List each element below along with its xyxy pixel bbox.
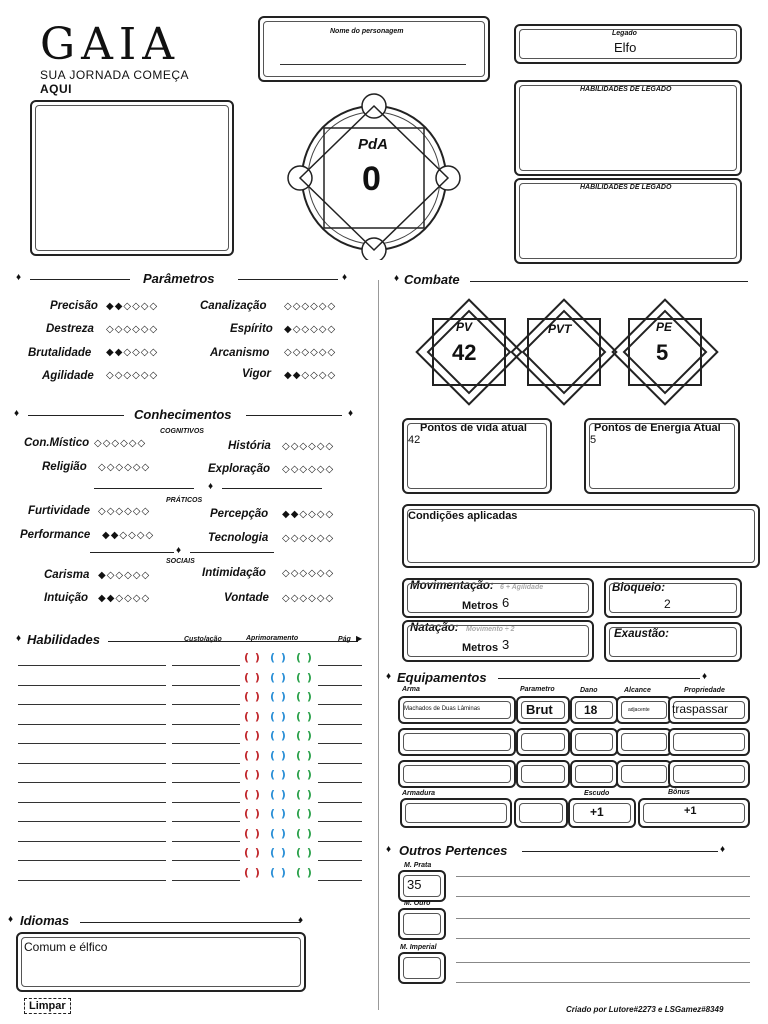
ability-cost-line[interactable]: [172, 841, 240, 842]
param-destreza-dots[interactable]: ◇◇◇◇◇◇: [106, 324, 159, 335]
equip-cell[interactable]: [398, 760, 516, 788]
enhancement-toggle[interactable]: ( ): [270, 748, 287, 762]
pv-atual-field[interactable]: [402, 418, 552, 494]
armadura-header: Armadura: [402, 790, 436, 797]
pv-atual-label: Pontos de vida atual: [420, 422, 527, 434]
pe-atual-field[interactable]: [584, 418, 740, 494]
conhecimentos-title: Conhecimentos: [134, 407, 232, 422]
enhancement-toggle[interactable]: ( ): [244, 690, 261, 703]
pag-label: Pág: [338, 636, 351, 643]
exploracao-dots[interactable]: ◇◇◇◇◇◇: [282, 464, 335, 475]
prata-value: 35: [407, 877, 422, 892]
ability-cost-line[interactable]: [172, 704, 240, 705]
condicoes-label: Condições aplicadas: [408, 510, 518, 522]
pv-atual-value: 42: [408, 434, 421, 446]
movimentacao-label: Movimentação:: [410, 580, 494, 592]
param-brutalidade-dots[interactable]: ◆◆◇◇◇◇: [106, 347, 159, 358]
pertence-line[interactable]: [456, 918, 750, 919]
pertence-line[interactable]: [456, 876, 750, 877]
ability-page-line[interactable]: [318, 821, 362, 822]
enhancement-toggle[interactable]: ( ): [270, 690, 287, 703]
pe-atual-value: 5: [590, 434, 597, 446]
ability-cost-line[interactable]: [172, 724, 240, 725]
bonus-header: Bônus: [668, 789, 690, 796]
name-label: Nome do personagem: [330, 28, 404, 35]
dano-header: Dano: [580, 687, 598, 694]
ability-page-line[interactable]: [318, 743, 362, 744]
con-mistico-dots[interactable]: ◇◇◇◇◇◇: [94, 438, 147, 449]
enhancement-toggle[interactable]: ( ): [270, 709, 287, 723]
bonus-field[interactable]: [638, 798, 750, 828]
logo-title: GAIA: [40, 19, 181, 70]
exploracao-label: Exploração: [208, 463, 270, 475]
bloqueio-field[interactable]: [604, 578, 742, 618]
enhancement-toggle[interactable]: ( ): [270, 846, 287, 859]
equip-cell[interactable]: [398, 728, 516, 756]
arma1-prop: traspassar: [672, 702, 729, 716]
enhancement-toggle[interactable]: ( ): [296, 865, 313, 879]
pv-value[interactable]: 42: [452, 340, 477, 365]
pv-label: PV: [456, 320, 473, 334]
idiomas-field[interactable]: [16, 932, 306, 992]
ability-name-line[interactable]: [18, 665, 166, 666]
limpar-button[interactable]: Limpar: [24, 998, 71, 1014]
ability-cost-line[interactable]: [172, 685, 240, 686]
performance-dots[interactable]: ◆◆◇◇◇◇: [102, 530, 155, 541]
equip-cell[interactable]: [570, 728, 618, 756]
ability-name-line[interactable]: [18, 841, 166, 842]
ability-cost-line[interactable]: [172, 860, 240, 861]
natacao-metros: Metros: [462, 642, 499, 654]
movimentacao-hint: 6 + Agilidade: [500, 584, 544, 591]
historia-label: História: [228, 440, 271, 452]
natacao-value: 3: [502, 637, 510, 652]
religiao-label: Religião: [42, 461, 87, 473]
escudo-field[interactable]: [568, 798, 636, 828]
ability-name-line[interactable]: [18, 821, 166, 822]
ability-page-line[interactable]: [318, 802, 362, 803]
enhancement-toggle[interactable]: ( ): [244, 865, 261, 879]
natacao-label: Natação:: [410, 622, 459, 634]
bonus-value: +1: [684, 805, 697, 817]
performance-label: Performance: [20, 529, 91, 541]
ability-name-line[interactable]: [18, 782, 166, 783]
natacao-field[interactable]: [402, 620, 594, 662]
movimentacao-metros: Metros: [462, 600, 499, 612]
outros-title: Outros Pertences: [399, 843, 508, 858]
character-name-field[interactable]: [258, 16, 490, 82]
furtividade-label: Furtividade: [28, 505, 90, 517]
ability-page-line[interactable]: [318, 860, 362, 861]
tecnologia-label: Tecnologia: [208, 532, 269, 544]
pda-value[interactable]: 0: [362, 160, 381, 198]
idiomas-title: Idiomas: [20, 913, 70, 928]
pertence-line[interactable]: [456, 938, 750, 939]
arma1-name: Machados de Duas Lâminas: [404, 706, 481, 712]
legacy-abilities-1-label: HABILIDADES DE LEGADO: [580, 86, 672, 93]
param-agilidade-dots[interactable]: ◇◇◇◇◇◇: [106, 370, 159, 381]
arma1-param: Brut: [526, 702, 553, 717]
enhancement-toggle[interactable]: ( ): [244, 826, 261, 840]
escudo-header: Escudo: [584, 790, 610, 797]
armadura-field[interactable]: [400, 798, 512, 828]
enhancement-toggle[interactable]: ( ): [296, 709, 313, 723]
parametros-title: Parâmetros: [143, 271, 215, 286]
ability-name-line[interactable]: [18, 802, 166, 803]
equip-cell[interactable]: [668, 728, 750, 756]
exaustao-field[interactable]: [604, 622, 742, 662]
pertence-line[interactable]: [456, 962, 750, 963]
parametro-header: Parametro: [520, 686, 555, 693]
cognitivos-label: COGNITIVOS: [160, 428, 204, 435]
ability-name-line[interactable]: [18, 724, 166, 725]
enhancement-toggle[interactable]: ( ): [296, 690, 313, 703]
enhancement-toggle[interactable]: ( ): [296, 826, 313, 840]
enhancement-toggle[interactable]: ( ): [244, 787, 261, 801]
tecnologia-dots[interactable]: ◇◇◇◇◇◇: [282, 533, 335, 544]
param-arcanismo-dots[interactable]: ◇◇◇◇◇◇: [284, 347, 337, 358]
enhancement-toggle[interactable]: ( ): [296, 651, 313, 664]
enhancement-toggle[interactable]: ( ): [244, 807, 261, 820]
enhancement-toggle[interactable]: ( ): [244, 846, 261, 859]
propriedade-header: Propriedade: [684, 687, 725, 694]
imperial-label: M. Imperial: [400, 944, 437, 951]
ability-page-line[interactable]: [318, 704, 362, 705]
legacy-abilities-2-label: HABILIDADES DE LEGADO: [580, 184, 672, 191]
credits: Criado por Lutore#2273 e LSGamez#8349: [566, 1005, 724, 1014]
param-canalizacao-dots[interactable]: ◇◇◇◇◇◇: [284, 301, 337, 312]
exaustao-label: Exaustão:: [614, 628, 669, 640]
intimidacao-label: Intimidação: [202, 567, 266, 579]
enhancement-toggle[interactable]: ( ): [296, 846, 313, 859]
equip-cell[interactable]: [570, 760, 618, 788]
legacy-abilities-2[interactable]: [514, 178, 742, 264]
carisma-dots[interactable]: ◆◇◇◇◇◇: [98, 570, 151, 581]
ability-name-line[interactable]: [18, 880, 166, 881]
percepcao-label: Percepção: [210, 508, 269, 520]
enhancement-toggle[interactable]: ( ): [296, 768, 313, 781]
ability-cost-line[interactable]: [172, 802, 240, 803]
equip-cell[interactable]: [516, 728, 570, 756]
pda-label: PdA: [358, 136, 388, 153]
equip-cell[interactable]: [668, 760, 750, 788]
ability-name-line[interactable]: [18, 860, 166, 861]
idiomas-value: Comum e élfico: [24, 940, 108, 954]
movimentacao-field[interactable]: [402, 578, 594, 618]
enhancement-toggle[interactable]: ( ): [270, 670, 287, 684]
con-mistico-label: Con.Místico: [24, 437, 90, 449]
portrait-frame[interactable]: [30, 100, 234, 256]
enhancement-toggle[interactable]: ( ): [244, 651, 261, 664]
ability-cost-line[interactable]: [172, 665, 240, 666]
param-espirito-dots[interactable]: ◆◇◇◇◇◇: [284, 324, 337, 335]
percepcao-dots[interactable]: ◆◆◇◇◇◇: [282, 509, 335, 520]
ability-cost-line[interactable]: [172, 763, 240, 764]
sociais-label: SOCIAIS: [166, 558, 195, 565]
enhancement-toggle[interactable]: ( ): [270, 865, 287, 879]
logo-tagline-emph: AQUI: [40, 82, 72, 96]
enhancement-toggle[interactable]: ( ): [244, 768, 261, 781]
pe-atual-label: Pontos de Energia Atual: [594, 422, 721, 434]
equip-cell[interactable]: [516, 760, 570, 788]
ability-page-line[interactable]: [318, 665, 362, 666]
ability-cost-line[interactable]: [172, 880, 240, 881]
ability-cost-line[interactable]: [172, 782, 240, 783]
pe-label: PE: [656, 320, 673, 334]
ability-page-line[interactable]: [318, 782, 362, 783]
ability-cost-line[interactable]: [172, 821, 240, 822]
ouro-field[interactable]: [398, 908, 446, 940]
ability-page-line[interactable]: [318, 685, 362, 686]
ability-name-line[interactable]: [18, 763, 166, 764]
prata-label: M. Prata: [404, 862, 432, 869]
aprimoramento-label: Aprimoramento: [246, 635, 299, 642]
enhancement-toggle[interactable]: ( ): [296, 748, 313, 762]
ability-name-line[interactable]: [18, 704, 166, 705]
enhancement-toggle[interactable]: ( ): [244, 709, 261, 723]
carisma-label: Carisma: [44, 569, 90, 581]
pvt-label: PVT: [548, 322, 572, 336]
condicoes-field[interactable]: [402, 504, 760, 568]
enhancement-toggle[interactable]: ( ): [296, 807, 313, 820]
enhancement-toggle[interactable]: ( ): [270, 729, 287, 742]
enhancement-toggle[interactable]: ( ): [270, 787, 287, 801]
prata-field[interactable]: [398, 870, 446, 902]
arma1-dano: 18: [584, 703, 598, 717]
legacy-abilities-1[interactable]: [514, 80, 742, 176]
ability-cost-line[interactable]: [172, 743, 240, 744]
enhancement-toggle[interactable]: ( ): [244, 729, 261, 742]
enhancement-toggle[interactable]: ( ): [296, 729, 313, 742]
enhancement-toggle[interactable]: ( ): [244, 670, 261, 684]
logo: [40, 19, 200, 96]
enhancement-toggle[interactable]: ( ): [270, 651, 287, 664]
ability-page-line[interactable]: [318, 841, 362, 842]
legado-field[interactable]: [514, 24, 742, 64]
historia-dots[interactable]: ◇◇◇◇◇◇: [282, 441, 335, 452]
natacao-hint: Movimento ÷ 2: [466, 626, 515, 633]
pertence-line[interactable]: [456, 982, 750, 983]
habilidades-title: Habilidades: [27, 632, 100, 647]
enhancement-toggle[interactable]: ( ): [270, 768, 287, 781]
armadura-param-field[interactable]: [514, 798, 568, 828]
arma1-alcance: adjacente: [628, 707, 650, 713]
enhancement-toggle[interactable]: ( ): [296, 670, 313, 684]
param-vigor-dots[interactable]: ◆◆◇◇◇◇: [284, 370, 337, 381]
custo-label: Custo/ação: [184, 636, 222, 643]
praticos-label: PRÁTICOS: [166, 497, 203, 504]
legado-label: Legado: [612, 30, 637, 37]
alcance-header: Alcance: [624, 687, 651, 694]
religiao-dots[interactable]: ◇◇◇◇◇◇: [98, 462, 151, 473]
equip-title: Equipamentos: [397, 670, 487, 685]
ability-name-line[interactable]: [18, 743, 166, 744]
ability-name-line[interactable]: [18, 685, 166, 686]
bloqueio-value: 2: [664, 597, 671, 611]
imperial-field[interactable]: [398, 952, 446, 984]
arma-header: Arma: [402, 686, 420, 693]
intuicao-dots[interactable]: ◆◆◇◇◇◇: [98, 593, 151, 604]
bloqueio-label: Bloqueio:: [612, 582, 666, 594]
movimentacao-value: 6: [502, 595, 510, 610]
ability-page-line[interactable]: [318, 880, 362, 881]
escudo-value: +1: [590, 805, 604, 819]
intuicao-label: Intuição: [44, 592, 89, 604]
enhancement-toggle[interactable]: ( ): [244, 748, 261, 762]
pertence-line[interactable]: [456, 896, 750, 897]
vontade-dots[interactable]: ◇◇◇◇◇◇: [282, 593, 335, 604]
enhancement-toggle[interactable]: ( ): [270, 807, 287, 820]
equip-cell[interactable]: [616, 760, 672, 788]
pe-value[interactable]: 5: [656, 340, 669, 365]
combate-title: Combate: [404, 272, 460, 287]
param-precisao-dots[interactable]: ◆◆◇◇◇◇: [106, 301, 159, 312]
equip-cell[interactable]: [616, 728, 672, 756]
legado-value: Elfo: [614, 40, 637, 55]
logo-tagline: SUA JORNADA COMEÇA: [40, 68, 189, 82]
ability-page-line[interactable]: [318, 763, 362, 764]
enhancement-toggle[interactable]: ( ): [270, 826, 287, 840]
intimidacao-dots[interactable]: ◇◇◇◇◇◇: [282, 568, 335, 579]
ouro-label: M. Ouro: [404, 900, 431, 907]
furtividade-dots[interactable]: ◇◇◇◇◇◇: [98, 506, 151, 517]
vontade-label: Vontade: [224, 592, 269, 604]
ability-page-line[interactable]: [318, 724, 362, 725]
enhancement-toggle[interactable]: ( ): [296, 787, 313, 801]
